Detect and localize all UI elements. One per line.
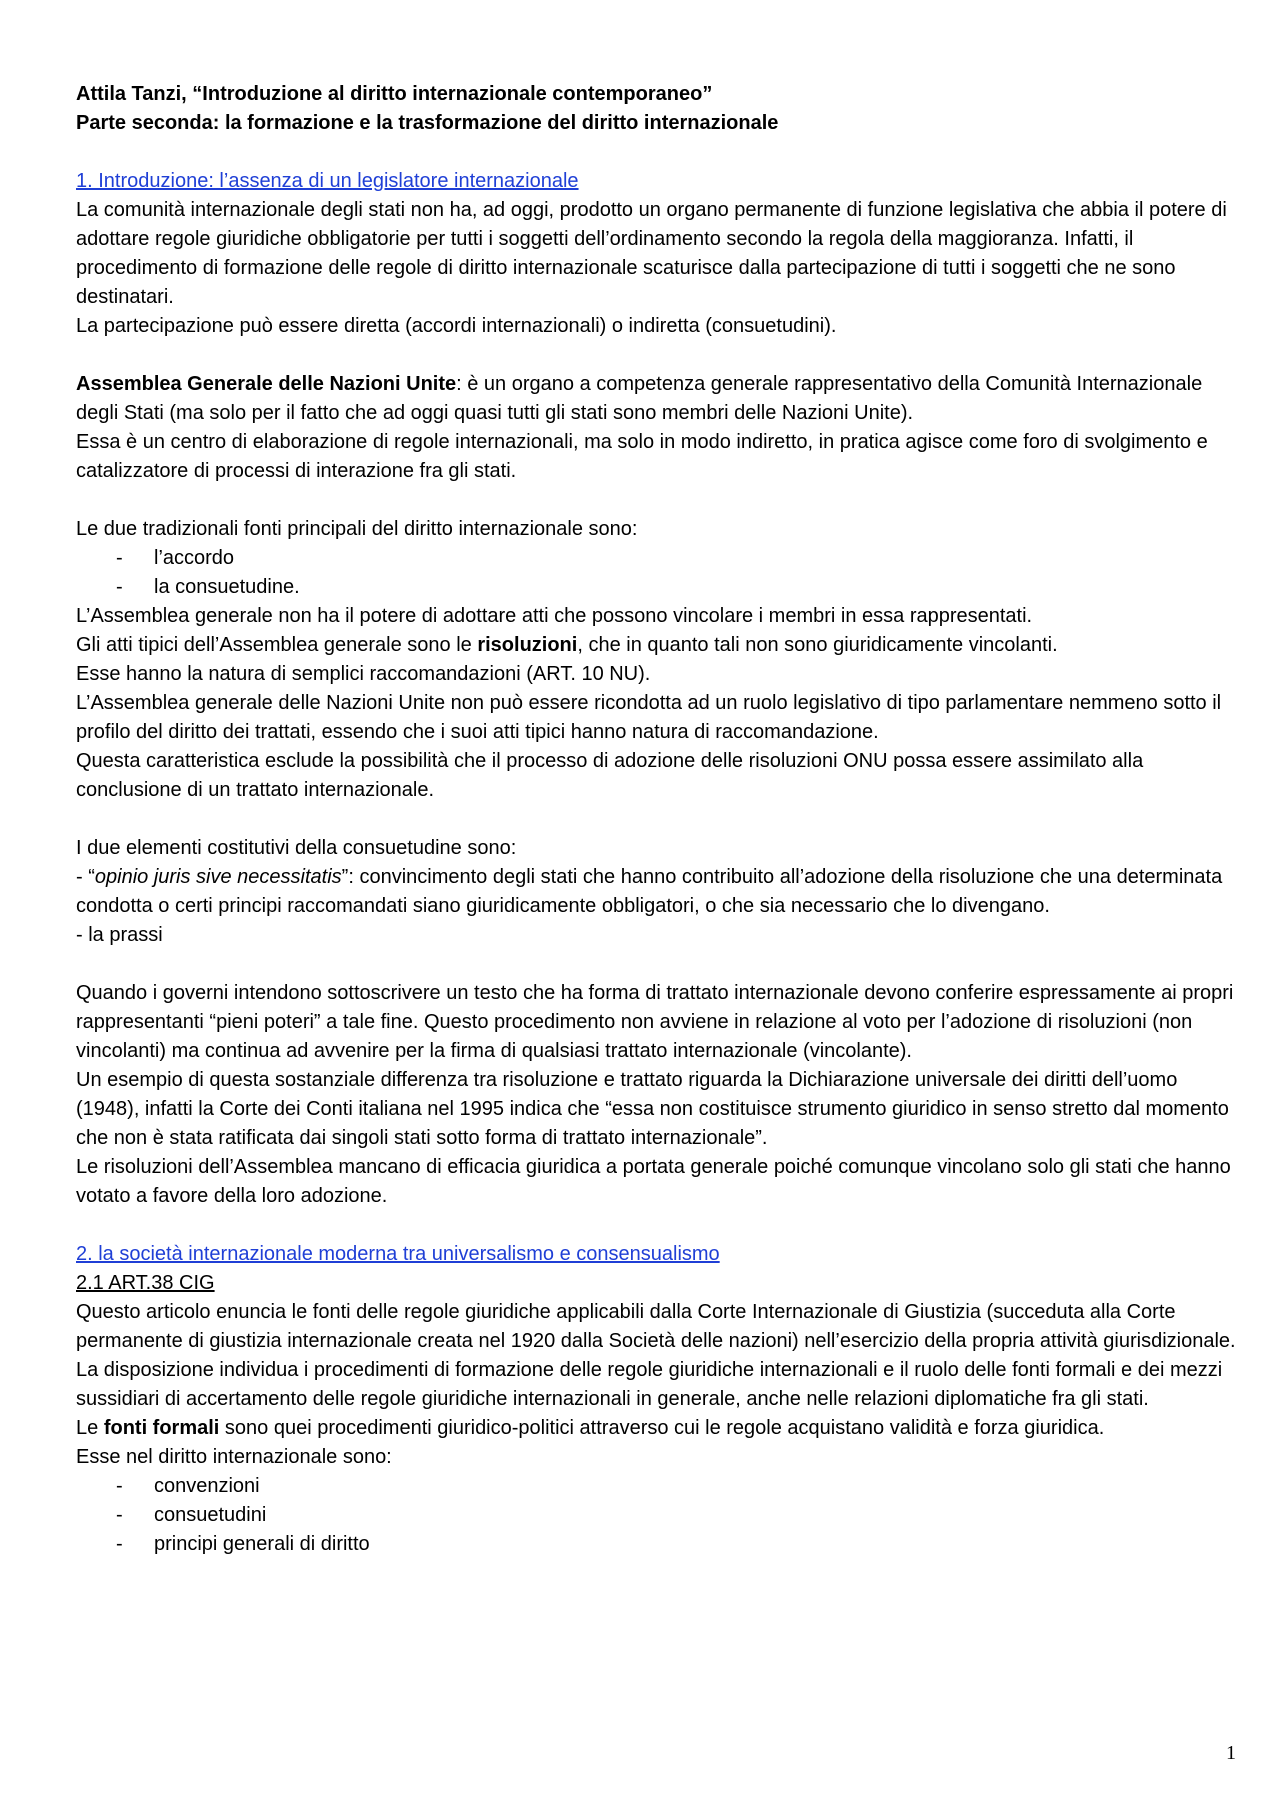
assembly-paragraph xyxy=(76,370,1236,428)
section-1-paragraph-3: Essa è un centro di elaborazione di regole internazionali, ma solo in modo indiretto, in pratica agisce come foro di svolgimento e catalizzatore di processi di interazione fra gli stati. xyxy=(76,431,1208,482)
resolutions-term: risoluzioni xyxy=(477,634,578,656)
section-1-paragraph-1: La comunità internazionale degli stati non ha, ad oggi, prodotto un organo permanente di funzione legislativa che abbia il potere di adottare regole giuridiche obbligatorie per tutti i soggetti dell’ordinamento secondo la regola della maggioranza. Infatti, il procedimento di formazione delle regole di diritto internazionale scaturisce dalla partecipazione di tutti i soggetti che ne sono destinatari. xyxy=(76,199,1227,308)
formal-sources-text-before: Le xyxy=(76,1417,104,1439)
section-2-heading[interactable] xyxy=(76,1240,1236,1269)
element-opinio-juris xyxy=(76,863,1236,921)
sources-list xyxy=(76,544,1236,602)
section-2-paragraph-4: Esse nel diritto internazionale sono: xyxy=(76,1446,392,1468)
section-1-paragraph-8: Questa caratteristica esclude la possibilità che il processo di adozione delle risoluzioni ONU possa essere assimilato alla conclusione di un trattato internazionale. xyxy=(76,750,1144,801)
section-1-paragraph-10: Un esempio di questa sostanziale differenza tra risoluzione e trattato riguarda la Dichiarazione universale dei diritti dell’uomo (1948), infatti la Corte dei Conti italiana nel 1995 indica che “essa non costituisce strumento giuridico in senso stretto dal momento che non è stata ratificata dai singoli stati sotto forma di trattato internazionale”. xyxy=(76,1069,1229,1149)
list-item: - consuetudini xyxy=(76,1501,1236,1530)
section-2-1-heading: 2.1 ART.38 CIG xyxy=(76,1272,215,1294)
section-1-heading-link[interactable]: 1. Introduzione: l’assenza di un legislatore internazionale xyxy=(76,170,579,192)
sources-intro: Le due tradizionali fonti principali del diritto internazionale sono: xyxy=(76,518,638,540)
opinio-juris-term: opinio juris sive necessitatis xyxy=(94,866,342,888)
section-1-paragraph-9: Quando i governi intendono sottoscrivere un testo che ha forma di trattato internazionale devono conferire espressamente ai propri rappresentanti “pieni poteri” a tale fine. Questo procedimento non avviene in relazione al voto per l’adozione di risoluzioni (non vincolanti) ma continua ad avvenire per la firma di qualsiasi trattato internazionale (vincolante). xyxy=(76,982,1234,1062)
list-item: - principi generali di diritto xyxy=(76,1530,1236,1559)
section-1-paragraph-2: La partecipazione può essere diretta (accordi internazionali) o indiretta (consuetudini). xyxy=(76,315,837,337)
section-1-paragraph-7: L’Assemblea generale delle Nazioni Unite non può essere ricondotta ad un ruolo legislativo di tipo parlamentare nemmeno sotto il profilo del diritto dei trattati, essendo che i suoi atti tipici hanno natura di raccomandazione. xyxy=(76,692,1222,743)
list-item: - l’accordo xyxy=(76,544,1236,573)
element-1-definition: ”: convincimento degli stati che hanno contribuito all’adozione della risoluzione che una determinata condotta o certi principi raccomandati siano giuridicamente obbligatori, o che sia necessario che lo divengano. xyxy=(76,866,1223,917)
list-item: - la consuetudine. xyxy=(76,573,1236,602)
page-number: 1 xyxy=(1226,1742,1236,1764)
element-1-prefix: - “ xyxy=(76,866,95,888)
resolutions-paragraph xyxy=(76,631,1236,660)
formal-sources-paragraph xyxy=(76,1414,1236,1443)
element-prassi: - la prassi xyxy=(76,924,163,946)
assembly-definition: : è un organo a competenza generale rappresentativo della Comunità Internazionale degli Stati (ma solo per il fatto che ad oggi quasi tutti gli stati sono membri delle Nazioni Unite). xyxy=(76,373,1203,424)
section-1-paragraph-4: L’Assemblea generale non ha il potere di adottare atti che possono vincolare i membri in essa rappresentati. xyxy=(76,605,1033,627)
resolutions-text-after: , che in quanto tali non sono giuridicamente vincolanti. xyxy=(577,634,1058,656)
section-2-paragraph-1: Questo articolo enuncia le fonti delle regole giuridiche applicabili dalla Corte Internazionale di Giustizia (succeduta alla Corte permanente di giustizia internazionale creata nel 1920 dalla Società delle nazioni) nell’esercizio della propria attività giurisdizionale. xyxy=(76,1301,1236,1352)
formal-sources-text-after: sono quei procedimenti giuridico-politici attraverso cui le regole acquistano validità e forza giuridica. xyxy=(219,1417,1105,1439)
elements-intro: I due elementi costitutivi della consuetudine sono: xyxy=(76,837,517,859)
section-2-paragraph-2: La disposizione individua i procedimenti di formazione delle regole giuridiche internazionali e il ruolo delle fonti formali e dei mezzi sussidiari di accertamento delle regole giuridiche internazionali in generale, anche nelle relazioni diplomatiche fra gli stati. xyxy=(76,1359,1223,1410)
formal-sources-list xyxy=(76,1472,1236,1559)
document-page xyxy=(76,80,1236,1559)
section-1-paragraph-6: Esse hanno la natura di semplici raccomandazioni (ART. 10 NU). xyxy=(76,663,651,685)
list-item: - convenzioni xyxy=(76,1472,1236,1501)
section-2-subheading xyxy=(76,1269,1236,1298)
assembly-term: Assemblea Generale delle Nazioni Unite xyxy=(76,373,457,395)
section-2-heading-link[interactable]: 2. la società internazionale moderna tra universalismo e consensualismo xyxy=(76,1243,720,1265)
resolutions-text-before: Gli atti tipici dell’Assemblea generale sono le xyxy=(76,634,478,656)
document-subtitle: Parte seconda: la formazione e la trasformazione del diritto internazionale xyxy=(76,112,779,134)
section-1-paragraph-11: Le risoluzioni dell’Assemblea mancano di efficacia giuridica a portata generale poiché comunque vincolano solo gli stati che hanno votato a favore della loro adozione. xyxy=(76,1156,1231,1207)
document-title: Attila Tanzi, “Introduzione al diritto internazionale contemporaneo” xyxy=(76,83,713,105)
formal-sources-term: fonti formali xyxy=(103,1417,220,1439)
section-1-heading[interactable] xyxy=(76,167,1236,196)
